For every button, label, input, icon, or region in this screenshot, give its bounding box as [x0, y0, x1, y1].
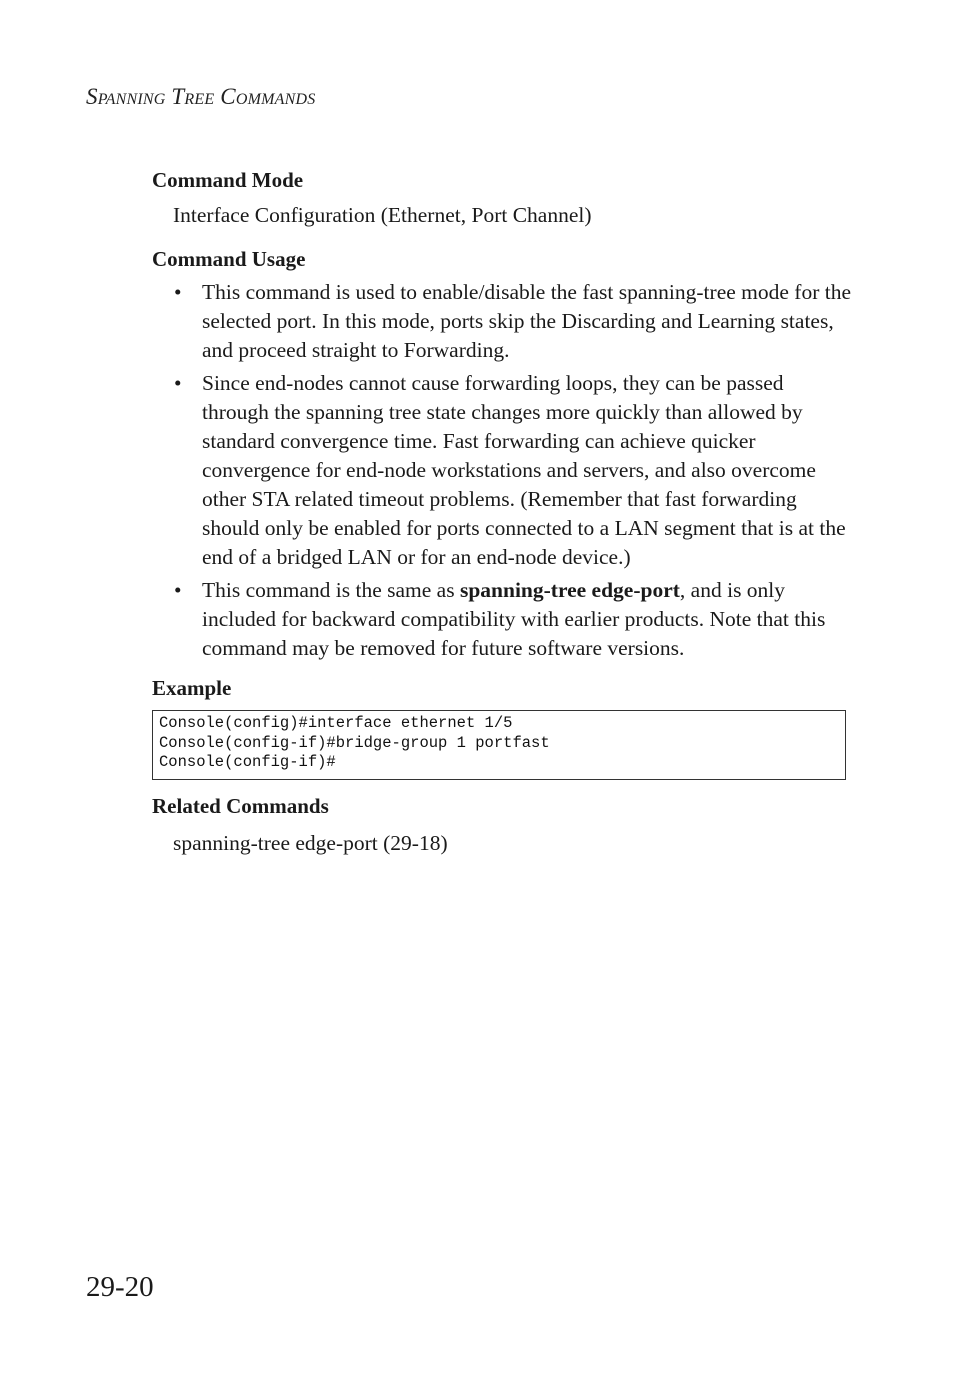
- running-header: Spanning Tree Commands: [86, 84, 316, 109]
- code-line: Console(config-if)#bridge-group 1 portfast: [159, 733, 550, 752]
- bullet-icon: •: [174, 371, 182, 395]
- page-content: [152, 166, 852, 858]
- list-item: [152, 278, 852, 365]
- command-mode-heading: Command Mode: [152, 168, 304, 192]
- code-line: Console(config-if)#: [159, 753, 336, 771]
- command-reference: spanning-tree edge-port: [459, 578, 680, 602]
- bullet-text: This command is used to enable/disable the fast spanning-tree mode for the selected port. In this mode, ports skip the Discarding and Learning states, and proceed straight to Forwarding.: [202, 280, 851, 362]
- bullet-icon: •: [174, 578, 182, 602]
- command-usage-list: [152, 278, 852, 663]
- bullet-text: Since end-nodes cannot cause forwarding loops, they can be passed through the spanning tree state changes more quickly than allowed by standard convergence time. Fast forwarding can achieve quicker convergence for end-node workstations and servers, and also overcome other STA related timeout problems. (Remember that fast forwarding should only be enabled for ports connected to a LAN segment that is at the end of a bridged LAN or for an end-node device.): [202, 371, 846, 569]
- related-commands-text: spanning-tree edge-port (29-18): [173, 830, 448, 855]
- bullet-text-after: , and is only included for backward compatibility with earlier products. Note that this command may be removed for future software versions.: [202, 578, 826, 660]
- bullet-icon: •: [174, 280, 182, 304]
- list-item: [152, 369, 852, 572]
- list-item: [152, 576, 852, 663]
- bullet-text-before: This command is the same as: [202, 578, 460, 602]
- command-usage-heading: Command Usage: [152, 247, 306, 271]
- code-line: Console(config)#interface ethernet 1/5: [159, 714, 513, 732]
- example-heading: Example: [152, 676, 232, 700]
- command-mode-text: Interface Configuration (Ethernet, Port Channel): [173, 203, 592, 227]
- code-example-box: [152, 710, 846, 780]
- page-number: 29-20: [86, 1271, 154, 1303]
- related-commands-heading: Related Commands: [152, 793, 329, 818]
